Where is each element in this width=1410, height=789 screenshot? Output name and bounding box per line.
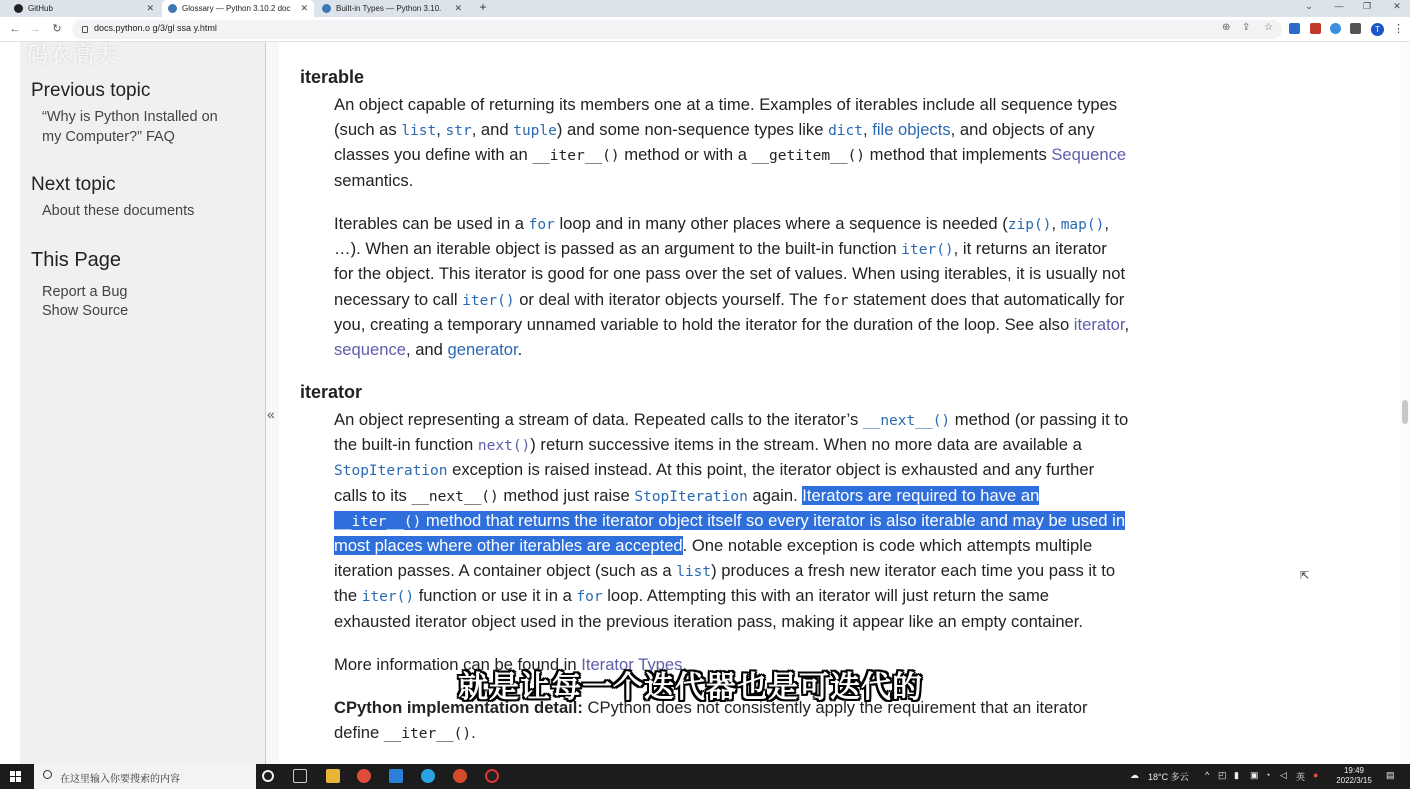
sidebar — [20, 42, 265, 764]
text-line: the built-in function next()) return successive items in the stream. When no more data are available a — [334, 435, 1082, 455]
extension-new-icon[interactable] — [1289, 23, 1300, 34]
text-line: An object capable of returning its members one at a time. Examples of iterables include all sequence types — [334, 95, 1118, 114]
tab-search-icon[interactable]: ⌄ — [1305, 1, 1313, 11]
text-line: necessary to call iter() or deal with iterator objects yourself. The for statement does that automatically for — [334, 289, 1125, 309]
python-icon — [322, 4, 331, 13]
sequence-link[interactable]: sequence — [334, 339, 406, 359]
previous-topic-link[interactable]: “Why is Python Installed on my Computer?” FAQ — [42, 109, 218, 145]
next-topic-link[interactable]: About these documents — [42, 203, 195, 219]
text-line: More information can be found in Iterator Types. — [334, 655, 687, 674]
close-window-button[interactable]: ✕ — [1393, 1, 1401, 11]
weather-icon[interactable]: ☁ — [1130, 770, 1139, 780]
term-iterator: iterator — [300, 382, 363, 402]
zip-link[interactable]: zip() — [1007, 217, 1052, 233]
text-line: Iterables can be used in a for loop and in many other places where a sequence is needed (zip(), map(), — [334, 214, 1109, 233]
text-line: semantics. — [334, 170, 414, 190]
for-link[interactable]: for — [528, 217, 555, 233]
cortana-icon[interactable] — [262, 770, 274, 782]
tab-github[interactable]: GitHub ✕ — [8, 0, 160, 17]
python-icon — [168, 4, 177, 13]
antivirus-icon[interactable]: ● — [1313, 770, 1319, 780]
text-line: define __iter__(). — [334, 723, 476, 743]
previous-topic-heading: Previous topic — [31, 80, 151, 101]
text-line: CPython implementation detail: CPython does not consistently apply the requirement that an iterator — [334, 698, 1088, 717]
for-link[interactable]: for — [576, 589, 603, 606]
report-bug-link[interactable]: Report a Bug — [42, 284, 128, 300]
list-link[interactable]: list — [676, 564, 712, 581]
text-line: classes you define with an __iter__() method or with a __getitem__() method that implements Sequence — [334, 145, 1127, 165]
windows-start-icon[interactable] — [10, 771, 21, 782]
sequence-link[interactable]: Sequence — [1051, 145, 1127, 165]
tab-glossary[interactable]: Glossary — Python 3.10.2 doc ✕ — [162, 0, 314, 17]
text-line: An object representing a stream of data. Repeated calls to the iterator’s __next__() method (or passing it to — [334, 410, 1129, 429]
str-link[interactable]: str — [445, 123, 472, 140]
collapse-sidebar-icon[interactable]: « — [267, 406, 275, 422]
app-icon[interactable] — [453, 769, 467, 783]
share-icon[interactable]: ⇪ — [1242, 22, 1251, 33]
text-selection: __iter__() method that returns the iterator object itself so every iterator is also iterable and may be used in — [334, 510, 1126, 530]
iter-link[interactable]: iter() — [901, 242, 954, 259]
scrollbar-thumb[interactable] — [1402, 400, 1408, 424]
text-line: for the object. This iterator is good for one pass over the set of values. When using iterables, it is usually not — [334, 264, 1126, 284]
dict-link[interactable]: dict — [828, 123, 863, 140]
term-iterable: iterable — [300, 67, 365, 87]
tray-expand-icon[interactable]: ^ — [1205, 770, 1210, 780]
windows-taskbar — [0, 764, 1410, 789]
wifi-icon[interactable]: ◔ — [1265, 770, 1271, 780]
tab-close-icon[interactable]: ✕ — [300, 3, 308, 13]
profile-avatar[interactable]: T — [1371, 23, 1384, 36]
text-line — [334, 508, 1214, 533]
list-link[interactable]: list — [401, 123, 437, 140]
iterator-definition-paragraph — [334, 407, 1214, 634]
text-line: sequence, and generator. — [334, 339, 523, 359]
extension-record-icon[interactable] — [1310, 23, 1321, 34]
text-selection: most places where other iterables are accepted — [334, 535, 683, 555]
back-button[interactable]: ← — [9, 23, 21, 35]
notifications-icon[interactable]: ▤ — [1386, 770, 1395, 780]
browser-menu-icon[interactable]: ⋮ — [1393, 23, 1404, 35]
iterable-usage-paragraph — [334, 211, 1214, 362]
new-tab-button[interactable]: + — [479, 0, 487, 14]
browser-toolbar — [0, 17, 1410, 42]
page-margin — [0, 42, 20, 764]
zoom-icon[interactable]: ⊕ — [1222, 22, 1231, 33]
battery-icon[interactable]: ▮ — [1234, 770, 1239, 780]
text-line: you, creating a temporary unnamed variable to hold the iterator for the duration of the loop. See also iterator, — [334, 314, 1130, 334]
watermark: 码农高夫 — [26, 42, 119, 67]
text-selection: Iterators are required to have an — [802, 485, 1040, 505]
iter-link[interactable]: iter() — [462, 292, 515, 309]
iterator-types-link[interactable]: Iterator Types — [581, 655, 683, 674]
this-page-heading: This Page — [31, 249, 122, 271]
url-text: docs.python.o g/3/gl ssa y.html — [94, 23, 217, 33]
iterable-definition-paragraph — [334, 92, 1214, 193]
iterator-link[interactable]: iterator — [1073, 314, 1125, 334]
vscode-icon[interactable] — [389, 769, 403, 783]
volume-icon[interactable]: ◁ — [1280, 770, 1287, 780]
show-source-link[interactable]: Show Source — [42, 303, 129, 319]
video-subtitle: 就是让每一个迭代器也是可迭代的 — [458, 671, 923, 704]
address-bar[interactable] — [72, 20, 1282, 39]
search-icon — [43, 770, 52, 779]
tab-close-icon[interactable]: ✕ — [454, 3, 462, 13]
display-icon[interactable]: ▣ — [1250, 770, 1259, 780]
reload-button[interactable]: ↻ — [52, 23, 62, 35]
taskbar-clock[interactable]: 19:49 2022/3/15 — [1336, 766, 1372, 785]
mouse-cursor-icon: ⇱ — [1300, 570, 1310, 582]
next-dunder-link[interactable]: __next__() — [862, 413, 951, 429]
github-icon — [14, 4, 23, 13]
browser-tab-strip — [0, 0, 1410, 17]
forward-button[interactable]: → — [29, 23, 41, 35]
tab-close-icon[interactable]: ✕ — [146, 3, 154, 13]
extension-sync-icon[interactable] — [1330, 23, 1341, 34]
text-line: StopIteration exception is raised instead. At this point, the iterator object is exhausted and any further — [334, 460, 1095, 480]
stopiteration-link[interactable]: StopIteration — [634, 488, 748, 505]
weather-text[interactable]: 18°C 多云 — [1148, 772, 1189, 782]
lock-icon — [82, 26, 88, 33]
bookmark-star-icon[interactable]: ☆ — [1264, 22, 1273, 33]
file-explorer-icon[interactable] — [326, 769, 340, 783]
text-line: (such as list, str, and tuple) and some non-sequence types like dict, file objects, and objects of any — [334, 120, 1095, 140]
network-icon[interactable]: ◰ — [1218, 770, 1227, 780]
main-content — [280, 42, 1400, 764]
text-line: calls to its __next__() method just raise StopIteration again. Iterators are required to have an — [334, 485, 1040, 505]
iter-link[interactable]: iter() — [361, 589, 415, 606]
text-line: the iter() function or use it in a for loop. Attempting this with an iterator will just return the same — [334, 586, 1050, 606]
text-line: exhausted iterator object used in the previous iteration pass, making it appear like an empty container. — [334, 611, 1083, 631]
generator-link[interactable]: generator — [447, 339, 518, 359]
text-line: iteration passes. A container object (such as a list) produces a fresh new iterator each time you pass it to — [334, 561, 1116, 581]
tuple-link[interactable]: tuple — [513, 123, 557, 140]
tab-builtin-types[interactable]: Built-in Types — Python 3.10. ✕ — [316, 0, 468, 17]
next-builtin-link[interactable]: next() — [477, 438, 531, 455]
maximize-button[interactable]: ❐ — [1362, 1, 1372, 11]
telegram-icon[interactable] — [421, 769, 435, 783]
task-view-icon[interactable] — [293, 769, 307, 783]
minimize-button[interactable]: — — [1334, 1, 1344, 11]
sidebar-collapse-bar[interactable] — [265, 42, 279, 764]
text-line: most places where other iterables are accepted. One notable exception is code which attempts multiple — [334, 535, 1093, 555]
stopiteration-link[interactable]: StopIteration — [334, 463, 448, 480]
map-link[interactable]: map() — [1060, 217, 1105, 233]
file-objects-link[interactable]: file objects — [872, 120, 951, 140]
next-topic-heading: Next topic — [31, 174, 116, 195]
chrome-icon[interactable] — [357, 769, 371, 783]
extensions-puzzle-icon[interactable] — [1350, 23, 1361, 34]
recorder-icon[interactable] — [485, 769, 499, 783]
page-scrollbar[interactable] — [1400, 42, 1410, 764]
taskbar-search-box[interactable]: 在这里输入你要搜索的内容 — [34, 764, 256, 789]
text-line: …). When an iterable object is passed as an argument to the built-in function iter(), it returns an iterator — [334, 239, 1107, 259]
ime-indicator[interactable]: 英 — [1296, 772, 1306, 782]
